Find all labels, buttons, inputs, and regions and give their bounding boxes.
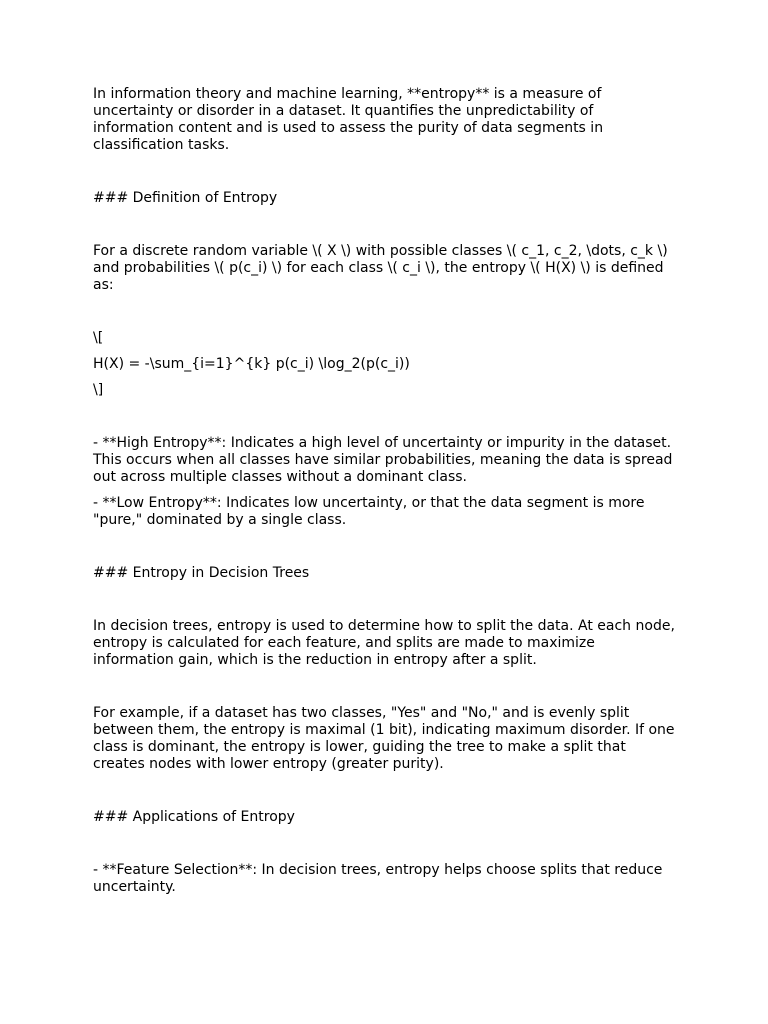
intro-paragraph: In information theory and machine learning, **entropy** is a measure of uncertainty or disorder in a dataset. It quantifies the unpredictability of information content and is used to assess the purity of data segments in classification tasks. — [93, 86, 604, 153]
formula-body: H(X) = -\sum_{i=1}^{k} p(c_i) \log_2(p(c_i)) — [93, 356, 410, 372]
decision-trees-paragraph: In decision trees, entropy is used to determine how to split the data. At each node, entropy is calculated for each feature, and splits are made to maximize information gain, which is the reduction in entropy after a split. — [93, 618, 675, 668]
low-entropy-bullet: - **Low Entropy**: Indicates low uncertainty, or that the data segment is more "pure," dominated by a single class. — [93, 495, 645, 528]
example-paragraph: For example, if a dataset has two classes, "Yes" and "No," and is evenly split between them, the entropy is maximal (1 bit), indicating maximum disorder. If one class is dominant, the entropy is lower, guiding the tree to make a split that creates nodes with lower entropy (greater purity). — [93, 705, 675, 772]
definition-heading: ### Definition of Entropy — [93, 190, 278, 206]
formula-close: \] — [93, 382, 104, 398]
feature-selection-bullet: - **Feature Selection**: In decision trees, entropy helps choose splits that reduce uncertainty. — [93, 862, 663, 895]
document-page — [93, 86, 678, 896]
applications-heading: ### Applications of Entropy — [93, 809, 295, 825]
decision-trees-heading: ### Entropy in Decision Trees — [93, 565, 310, 581]
formula-open: \[ — [93, 330, 104, 346]
high-entropy-bullet: - **High Entropy**: Indicates a high level of uncertainty or impurity in the dataset. This occurs when all classes have similar probabilities, meaning the data is spread out across multiple classes without a dominant class. — [93, 435, 673, 485]
definition-paragraph: For a discrete random variable \( X \) with possible classes \( c_1, c_2, \dots, c_k \) and probabilities \( p(c_i) \) for each class \( c_i \), the entropy \( H(X) \) is defined as: — [93, 243, 668, 293]
